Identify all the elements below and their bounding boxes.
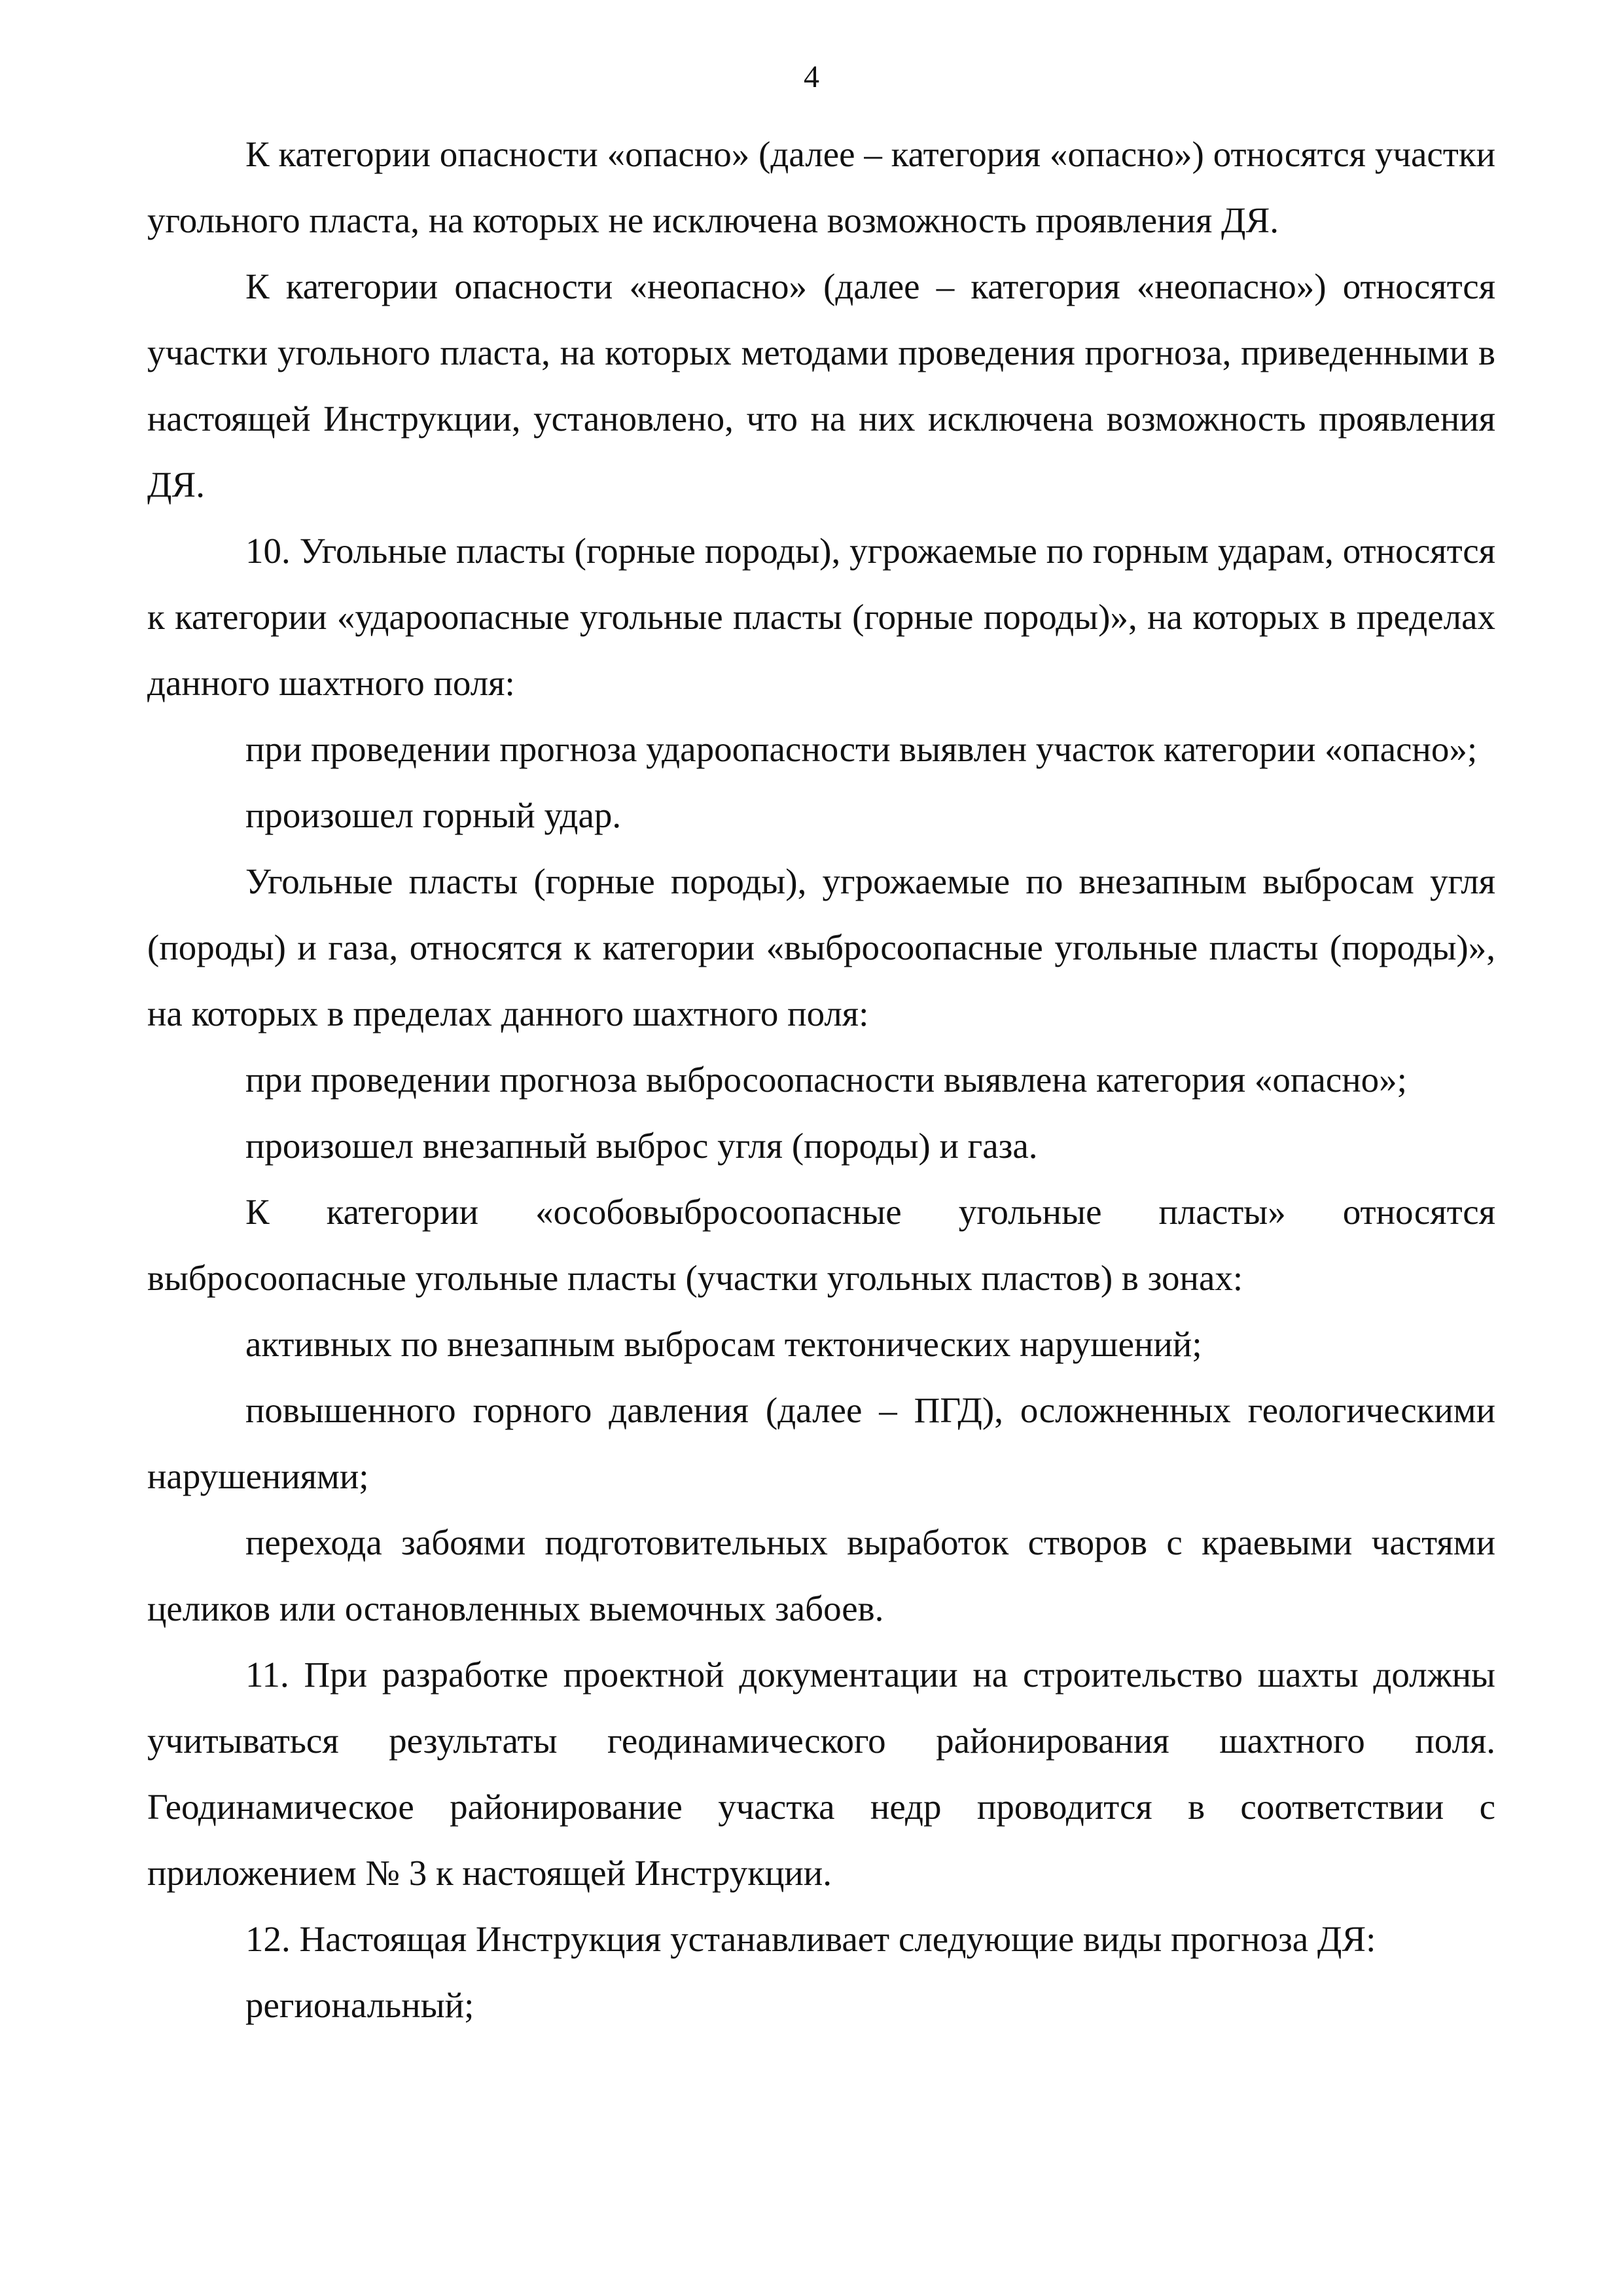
list-item: перехода забоями подготовительных выработок створов с краевыми частями целиков или остановленных выемочных забоев.: [147, 1522, 1495, 1628]
paragraph-category-not-dangerous: К категории опасности «неопасно» (далее – категория «неопасно») относятся участки угольного пласта, на которых методами проведения прогноза, приведенными в настоящей Инструкции, установлено, что на них исключена возможность проявления ДЯ.: [147, 266, 1495, 505]
paragraph-category-dangerous: К категории опасности «опасно» (далее – категория «опасно») относятся участки угольного пласта, на которых не исключена возможность проявления ДЯ.: [147, 134, 1495, 240]
paragraph-outburst-hazard: Угольные пласты (горные породы), угрожаемые по внезапным выбросам угля (породы) и газа, относятся к категории «выбросоопасные угольные пласты (породы)», на которых в пределах данного шахтного поля:: [147, 861, 1495, 1033]
paragraph-especially-hazardous: К категории «особовыбросоопасные угольные пласты» относятся выбросоопасные угольные пласты (участки угольных пластов) в зонах:: [147, 1192, 1495, 1298]
list-item: при проведении прогноза выбросоопасности выявлена категория «опасно»;: [245, 1060, 1407, 1100]
list-item: активных по внезапным выбросам тектонических нарушений;: [245, 1324, 1202, 1364]
list-item: при проведении прогноза удароопасности выявлен участок категории «опасно»;: [245, 729, 1478, 769]
list-item: региональный;: [245, 1985, 474, 2025]
list-item: произошел горный удар.: [245, 795, 622, 835]
paragraph-item-11: 11. При разработке проектной документации на строительство шахты должны учитываться результаты геодинамического районирования шахтного поля. Геодинамическое районирование участка недр проводится в соответствии с приложением № 3 к настоящей Инструкции.: [147, 1655, 1495, 1893]
page-number: 4: [804, 60, 819, 94]
list-item: повышенного горного давления (далее – ПГД), осложненных геологическими нарушениями;: [147, 1390, 1495, 1496]
list-item: произошел внезапный выброс угля (породы) и газа.: [245, 1126, 1038, 1166]
document-body: [147, 121, 1495, 2038]
paragraph-item-12: 12. Настоящая Инструкция устанавливает следующие виды прогноза ДЯ:: [245, 1919, 1376, 1959]
paragraph-item-10: 10. Угольные пласты (горные породы), угрожаемые по горным ударам, относятся к категории «удароопасные угольные пласты (горные породы)», на которых в пределах данного шахтного поля:: [147, 531, 1495, 703]
